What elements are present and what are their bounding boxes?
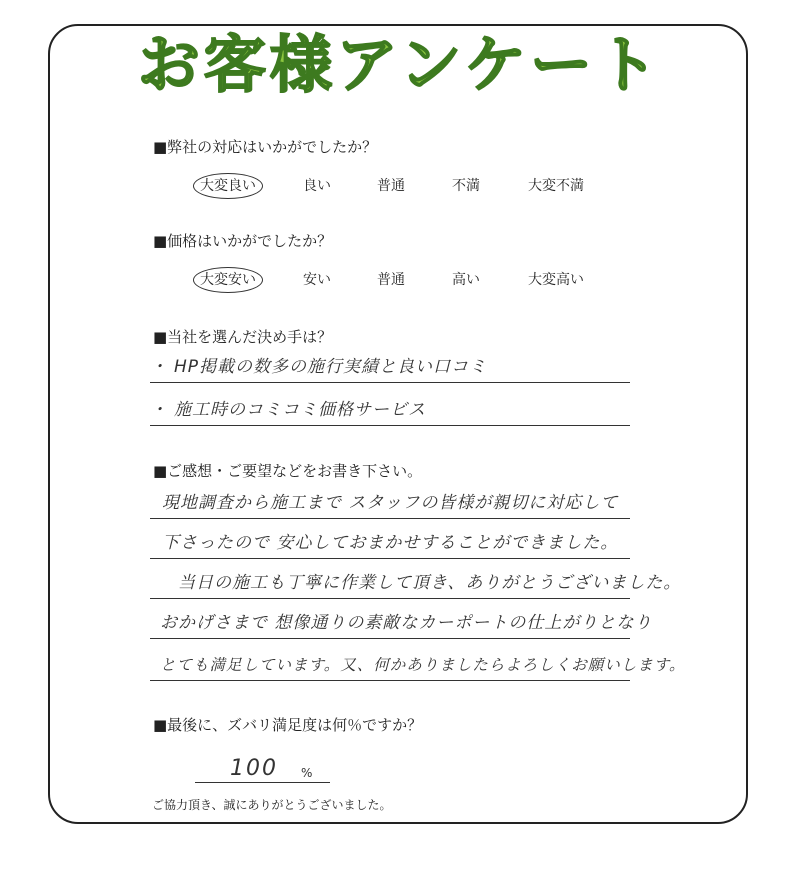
comment-line: 下さったので 安心しておまかせすることができました。 bbox=[150, 528, 630, 559]
option-service-good[interactable]: 良い bbox=[303, 178, 331, 194]
option-service-normal[interactable]: 普通 bbox=[377, 178, 405, 194]
option-service-very-good[interactable]: 大変良い bbox=[193, 173, 263, 199]
decision-answer-text: 施工時のコミコミ価格サービス bbox=[174, 400, 426, 420]
comment-line: 現地調査から施工まで スタッフの皆様が親切に対応して bbox=[150, 488, 630, 519]
comment-line: 当日の施工も丁寧に作業して頂き、ありがとうございました。 bbox=[150, 568, 630, 599]
decision-answer-line bbox=[150, 352, 630, 383]
satisfaction-value: 100 bbox=[230, 756, 278, 781]
option-price-very-cheap[interactable]: 大変安い bbox=[193, 267, 263, 293]
bullet: ・ bbox=[150, 357, 168, 377]
option-price-expensive[interactable]: 高い bbox=[452, 272, 480, 288]
decision-answer-line bbox=[150, 395, 630, 426]
question-decision: ■当社を選んだ決め手は？ bbox=[153, 328, 333, 346]
decision-answer-text: HP掲載の数多の施行実績と良い口コミ bbox=[174, 357, 488, 377]
satisfaction-unit: % bbox=[301, 766, 313, 780]
comment-line: とても満足しています。又、何かありましたらよろしくお願いします。 bbox=[150, 650, 630, 681]
option-price-cheap[interactable]: 安い bbox=[303, 272, 331, 288]
bullet: ・ bbox=[150, 400, 168, 420]
option-price-normal[interactable]: 普通 bbox=[377, 272, 405, 288]
question-comments: ■ご感想・ご要望などをお書き下さい。 bbox=[153, 462, 423, 480]
page-title: お客様アンケート bbox=[137, 28, 663, 101]
question-price: ■価格はいかがでしたか？ bbox=[153, 232, 333, 250]
option-price-very-expensive[interactable]: 大変高い bbox=[528, 272, 584, 288]
thank-you-footer: ご協力頂き、誠にありがとうございました。 bbox=[152, 798, 392, 812]
comment-line: おかげさまで 想像通りの素敵なカーポートの仕上がりとなり bbox=[150, 608, 630, 639]
question-service: ■弊社の対応はいかがでしたか？ bbox=[153, 138, 378, 156]
question-satisfaction: ■最後に、ズバリ満足度は何％ですか？ bbox=[153, 716, 423, 734]
option-service-very-dissatisfied[interactable]: 大変不満 bbox=[528, 178, 584, 194]
option-service-dissatisfied[interactable]: 不満 bbox=[452, 178, 480, 194]
